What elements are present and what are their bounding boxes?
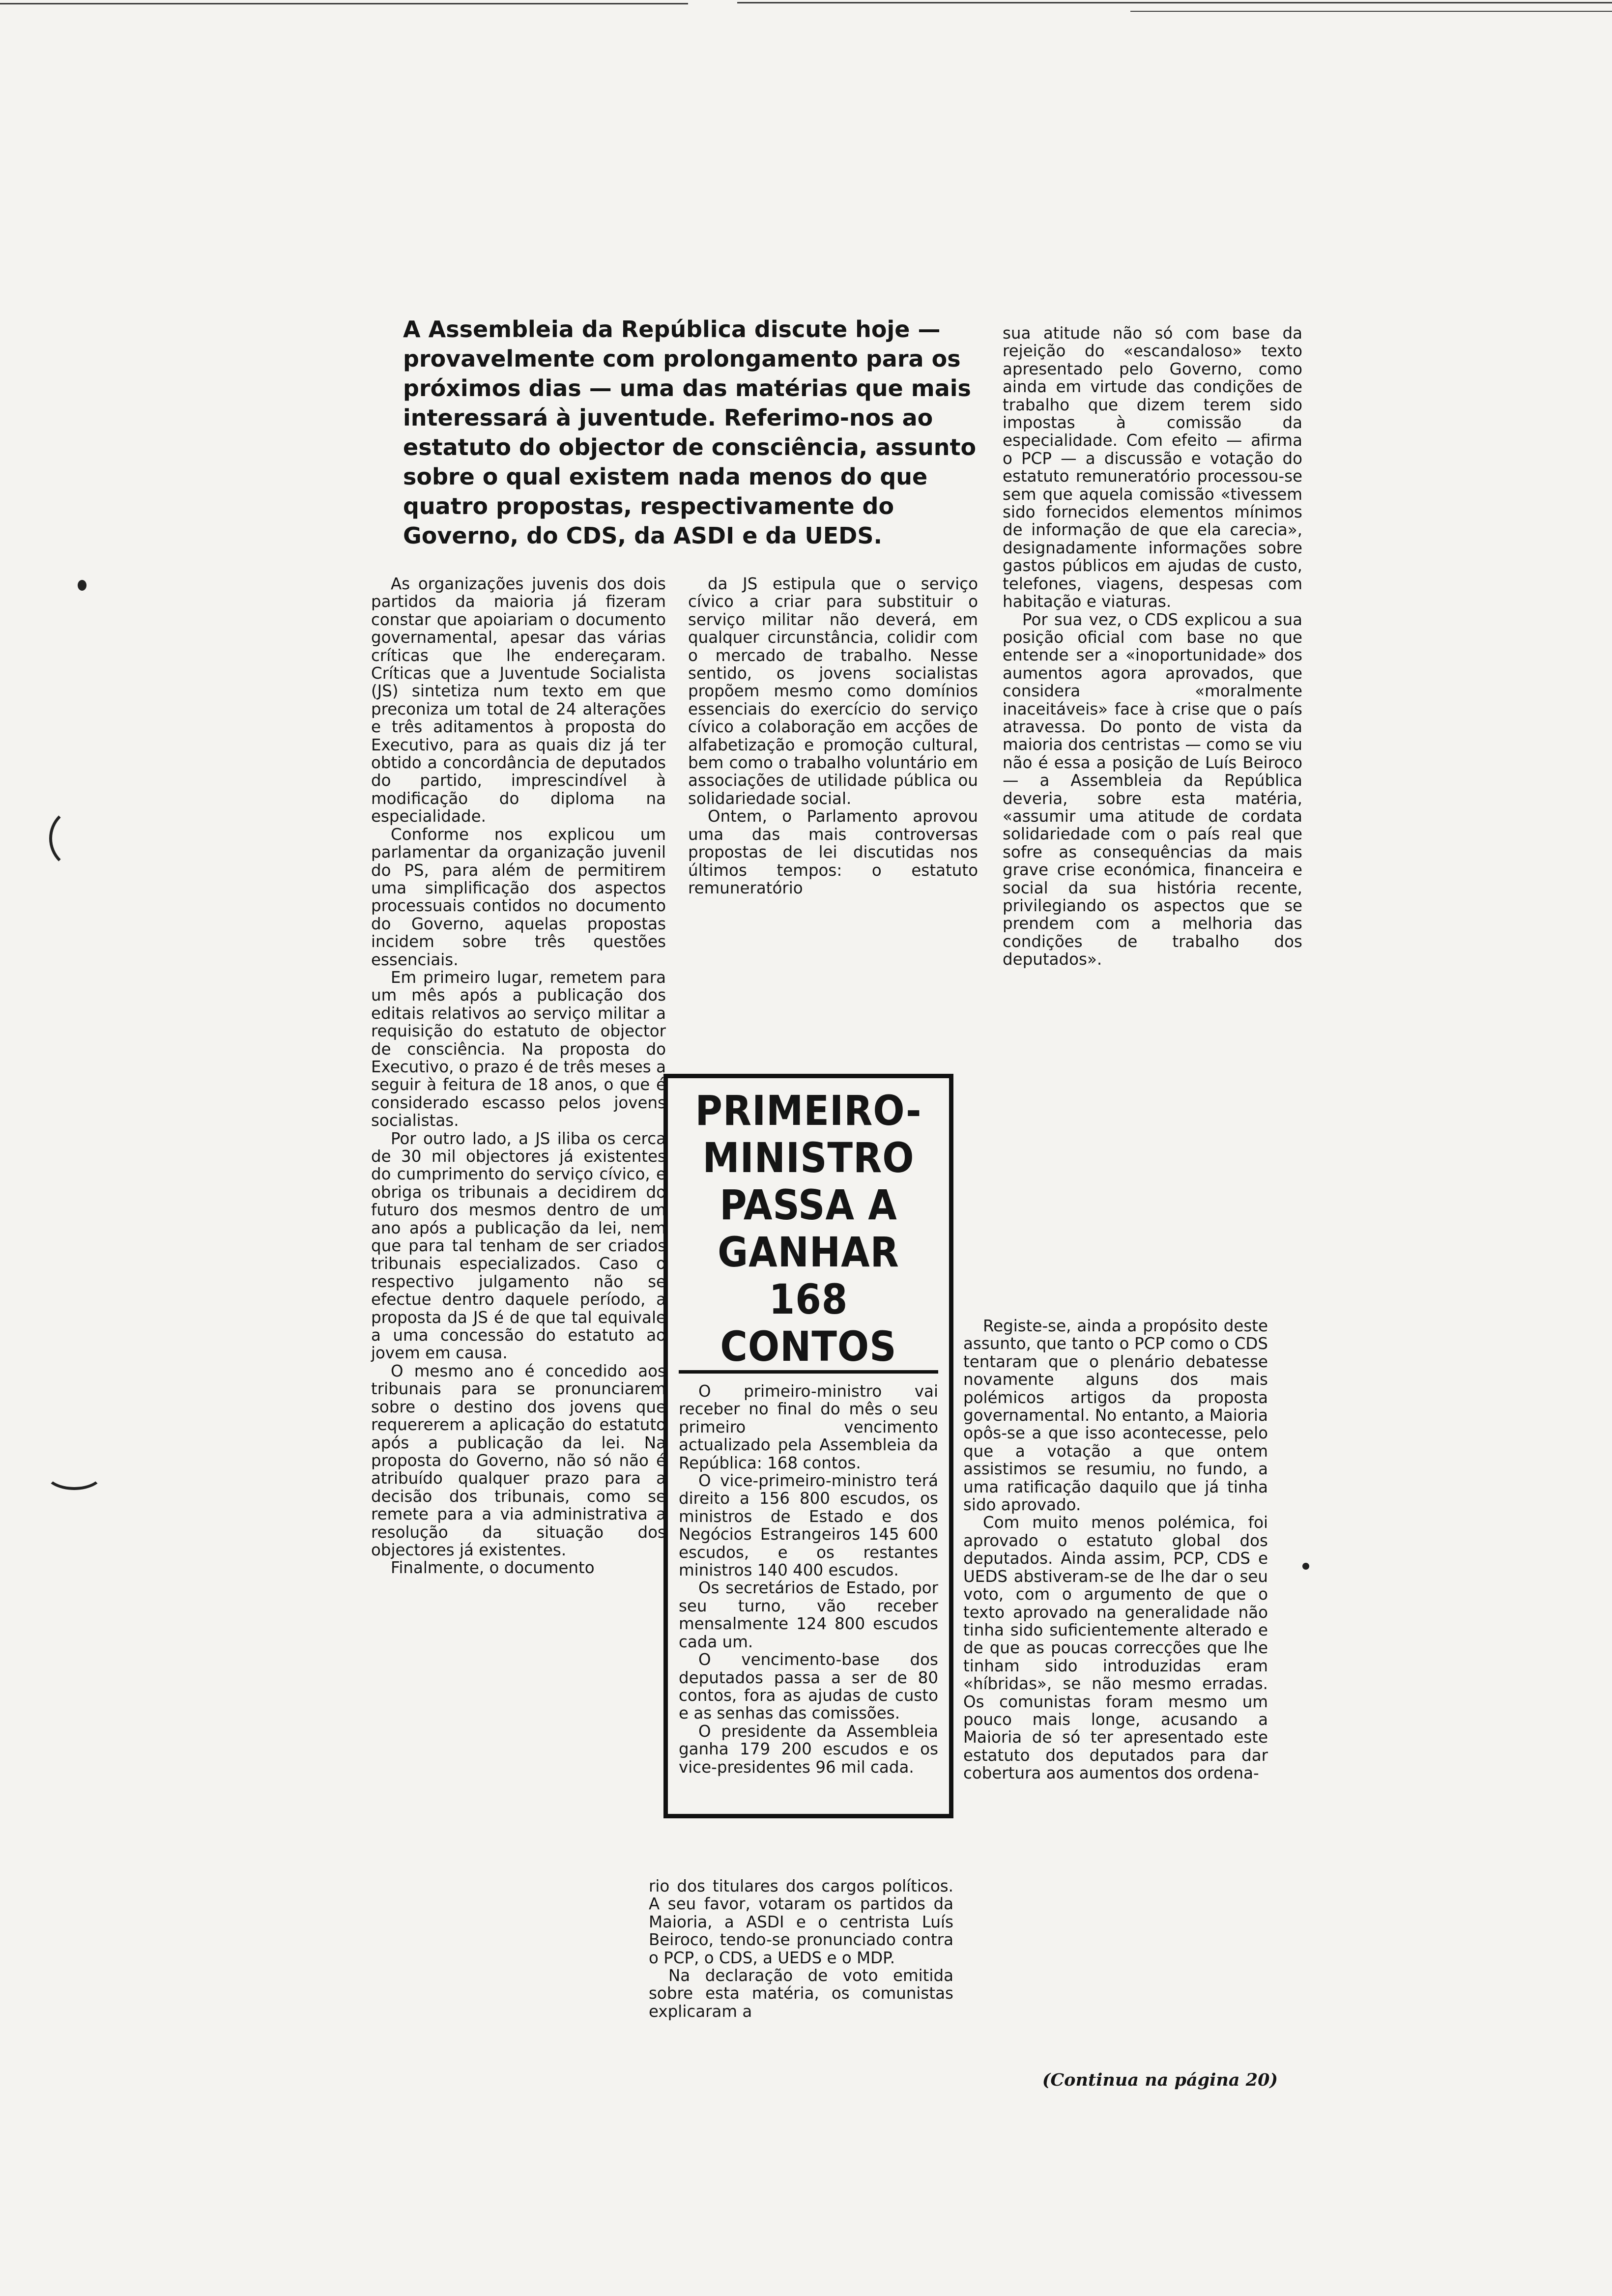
paragraph: rio dos titulares dos cargos políticos. A seu favor, votaram os partidos da Maioria, a ASDI e o centrista Luís Beiroco, tendo-se pronunciado contra o PCP, o CDS, a UEDS e o MDP. bbox=[649, 1877, 953, 1967]
paragraph: As organizações juvenis dos dois partidos da maioria já fizeram constar que apoiariam o documento governamental, apesar das várias críticas que lhe endereçaram. Críticas que a Juventude Socialista (JS) sintetiza num texto em que preconiza um total de 24 alterações e três aditamentos à proposta do Executivo, para as quais diz já ter obtido a concordância de deputados do partido, imprescindível à modificação do diploma na especialidade. bbox=[371, 574, 666, 826]
paragraph: Por outro lado, a JS iliba os cerca de 30 mil objectores já existentes do cumprimento do serviço cívico, e obriga os tribunais a decidirem do futuro dos mesmos dentro de um ano após a publicação da lei, nem que para tal tenham de ser criados tribunais especializados. Caso o respectivo julgamento não se efectue dentro daquele período, a proposta da JS é de que tal equivale a uma concessão do estatuto ao jovem em causa. bbox=[371, 1129, 666, 1363]
column-2-bottom bbox=[649, 1877, 953, 2020]
continuation-note: (Continua na página 20) bbox=[1042, 2070, 1278, 2090]
scan-mark bbox=[49, 806, 114, 871]
paragraph: O vice-primeiro-ministro terá direito a 156 800 escudos, os ministros de Estado e dos Negócios Estrangeiros 145 600 escudos, e os restantes ministros 140 400 escudos. bbox=[679, 1471, 938, 1580]
scan-edge-line bbox=[0, 3, 688, 4]
paragraph: O presidente da Assembleia ganha 179 200 escudos e os vice-presidentes 96 mil cada. bbox=[679, 1722, 938, 1777]
paragraph: O primeiro-ministro vai receber no final do mês o seu primeiro vencimento actualizado pela Assembleia da República: 168 contos. bbox=[679, 1382, 938, 1472]
paragraph: Na declaração de voto emitida sobre esta matéria, os comunistas explicaram a bbox=[649, 1966, 953, 2021]
paragraph: Com muito menos polémica, foi aprovado o estatuto global dos deputados. Ainda assim, PCP, CDS e UEDS abstiveram-se de lhe dar o seu voto, com o argumento de que o texto aprovado na generalidade não tinha sido suficientemente alterado e de que as poucas correcções que lhe tinham sido introduzidas eram «híbridas», se não mesmo erradas. Os comunistas foram mesmo um pouco mais longe, acusando a Maioria de só ter apresentado este estatuto dos deputados para dar cobertura aos aumentos dos ordena- bbox=[963, 1513, 1268, 1783]
paragraph: da JS estipula que o serviço cívico a criar para substituir o serviço militar não deverá, em qualquer circunstância, colidir com o mercado de trabalho. Nesse sentido, os jovens socialistas propõem mesmo como domínios essenciais do exercício do serviço cívico a colaboração em acções de alfabetização e promoção cultural, bem como o trabalho voluntário em associações de utilidade pública ou solidariedade social. bbox=[688, 574, 978, 808]
article-lead: A Assembleia da República discute hoje — provavelmente com prolongamento para os próximos dias — uma das matérias que mais interessará à juventude. Referimo-nos ao estatuto do objector de consciência, assunto sobre o qual existem nada menos do que quatro propostas, respectivamente do Governo, do CDS, da ASDI e da UEDS. bbox=[403, 316, 977, 549]
paragraph: Em primeiro lugar, remetem para um mês após a publicação dos editais relativos ao serviço militar a requisição do estatuto de objector de consciência. Na proposta do Executivo, o prazo é de três meses a seguir à feitura de 18 anos, o que é considerado escasso pelos jovens socialistas. bbox=[371, 968, 666, 1130]
column-1 bbox=[371, 575, 666, 1577]
column-3-top bbox=[1003, 324, 1302, 969]
paragraph: Registe-se, ainda a propósito deste assunto, que tanto o PCP como o CDS tentaram que o plenário debatesse novamente alguns dos mais polémicos artigos da proposta governamental. No entanto, a Maioria opôs-se a que isso acontecesse, pelo que a votação a que ontem assistimos se resumiu, no fundo, a uma ratificação daquilo que já tinha sido aprovado. bbox=[963, 1317, 1268, 1515]
box-headline: PRIMEIRO-MINISTRO PASSA A GANHAR 168 CONTOS bbox=[679, 1087, 938, 1374]
scan-speck bbox=[78, 580, 86, 591]
paragraph: O mesmo ano é concedido aos tribunais para se pronunciarem sobre o destino dos jovens que requererem a aplicação do estatuto após a publicação da lei. Na proposta do Governo, não só não é atribuído qualquer prazo para a decisão dos tribunais, como se remete para a via administrativa a resolução da situação dos objectores já existentes. bbox=[371, 1361, 666, 1559]
sidebar-box bbox=[663, 1074, 953, 1818]
column-3-bottom bbox=[963, 1317, 1268, 1782]
box-text bbox=[679, 1382, 938, 1776]
paragraph: Por sua vez, o CDS explicou a sua posição oficial com base no que entende ser a «inoportunidade» dos aumentos agora aprovados, que considera «moralmente inaceitáveis» face à crise que o país atravessa. Do ponto de vista da maioria dos centristas — como se viu não é essa a posição de Luís Beiroco — a Assembleia da República deveria, sobre esta matéria, «assumir uma atitude de cordata solidariedade com o país real que sofre as consequências da mais grave crise económica, financeira e social da sua história recente, privilegiando os aspectos que se prendem com a melhoria das condições de trabalho dos deputados». bbox=[1003, 610, 1302, 969]
paragraph: Conforme nos explicou um parlamentar da organização juvenil do PS, para além de permitirem uma simplificação dos aspectos processuais contidos no documento do Governo, aquelas propostas incidem sobre três questões essenciais. bbox=[371, 825, 666, 969]
scan-mark bbox=[44, 1455, 104, 1490]
paragraph: Finalmente, o documento bbox=[391, 1558, 595, 1578]
paragraph: O vencimento-base dos deputados passa a ser de 80 contos, fora as ajudas de custo e as senhas das comissões. bbox=[679, 1650, 938, 1723]
scan-speck bbox=[1302, 1563, 1309, 1570]
paragraph: Ontem, o Parlamento aprovou uma das mais controversas propostas de lei discutidas nos últimos tempos: o estatuto remuneratório bbox=[688, 807, 978, 897]
scan-edge-line bbox=[1130, 11, 1612, 12]
paragraph: Os secretários de Estado, por seu turno, vão receber mensalmente 124 800 escudos cada um. bbox=[679, 1578, 938, 1651]
column-2-top bbox=[688, 575, 978, 897]
scan-edge-line bbox=[737, 2, 1612, 3]
paragraph: sua atitude não só com base da rejeição do «escandaloso» texto apresentado pelo Governo, como ainda em virtude das condições de trabalho que dizem terem sido impostas à comissão da especialidade. Com efeito — afirma o PCP — a discussão e votação do estatuto remuneratório processou-se sem que aquela comissão «tivessem sido fornecidos elementos mínimos de informação de que ela carecia», designadamente informações sobre gastos públicos em ajudas de custo, telefones, viagens, despesas com habitação e viaturas. bbox=[1003, 324, 1302, 611]
